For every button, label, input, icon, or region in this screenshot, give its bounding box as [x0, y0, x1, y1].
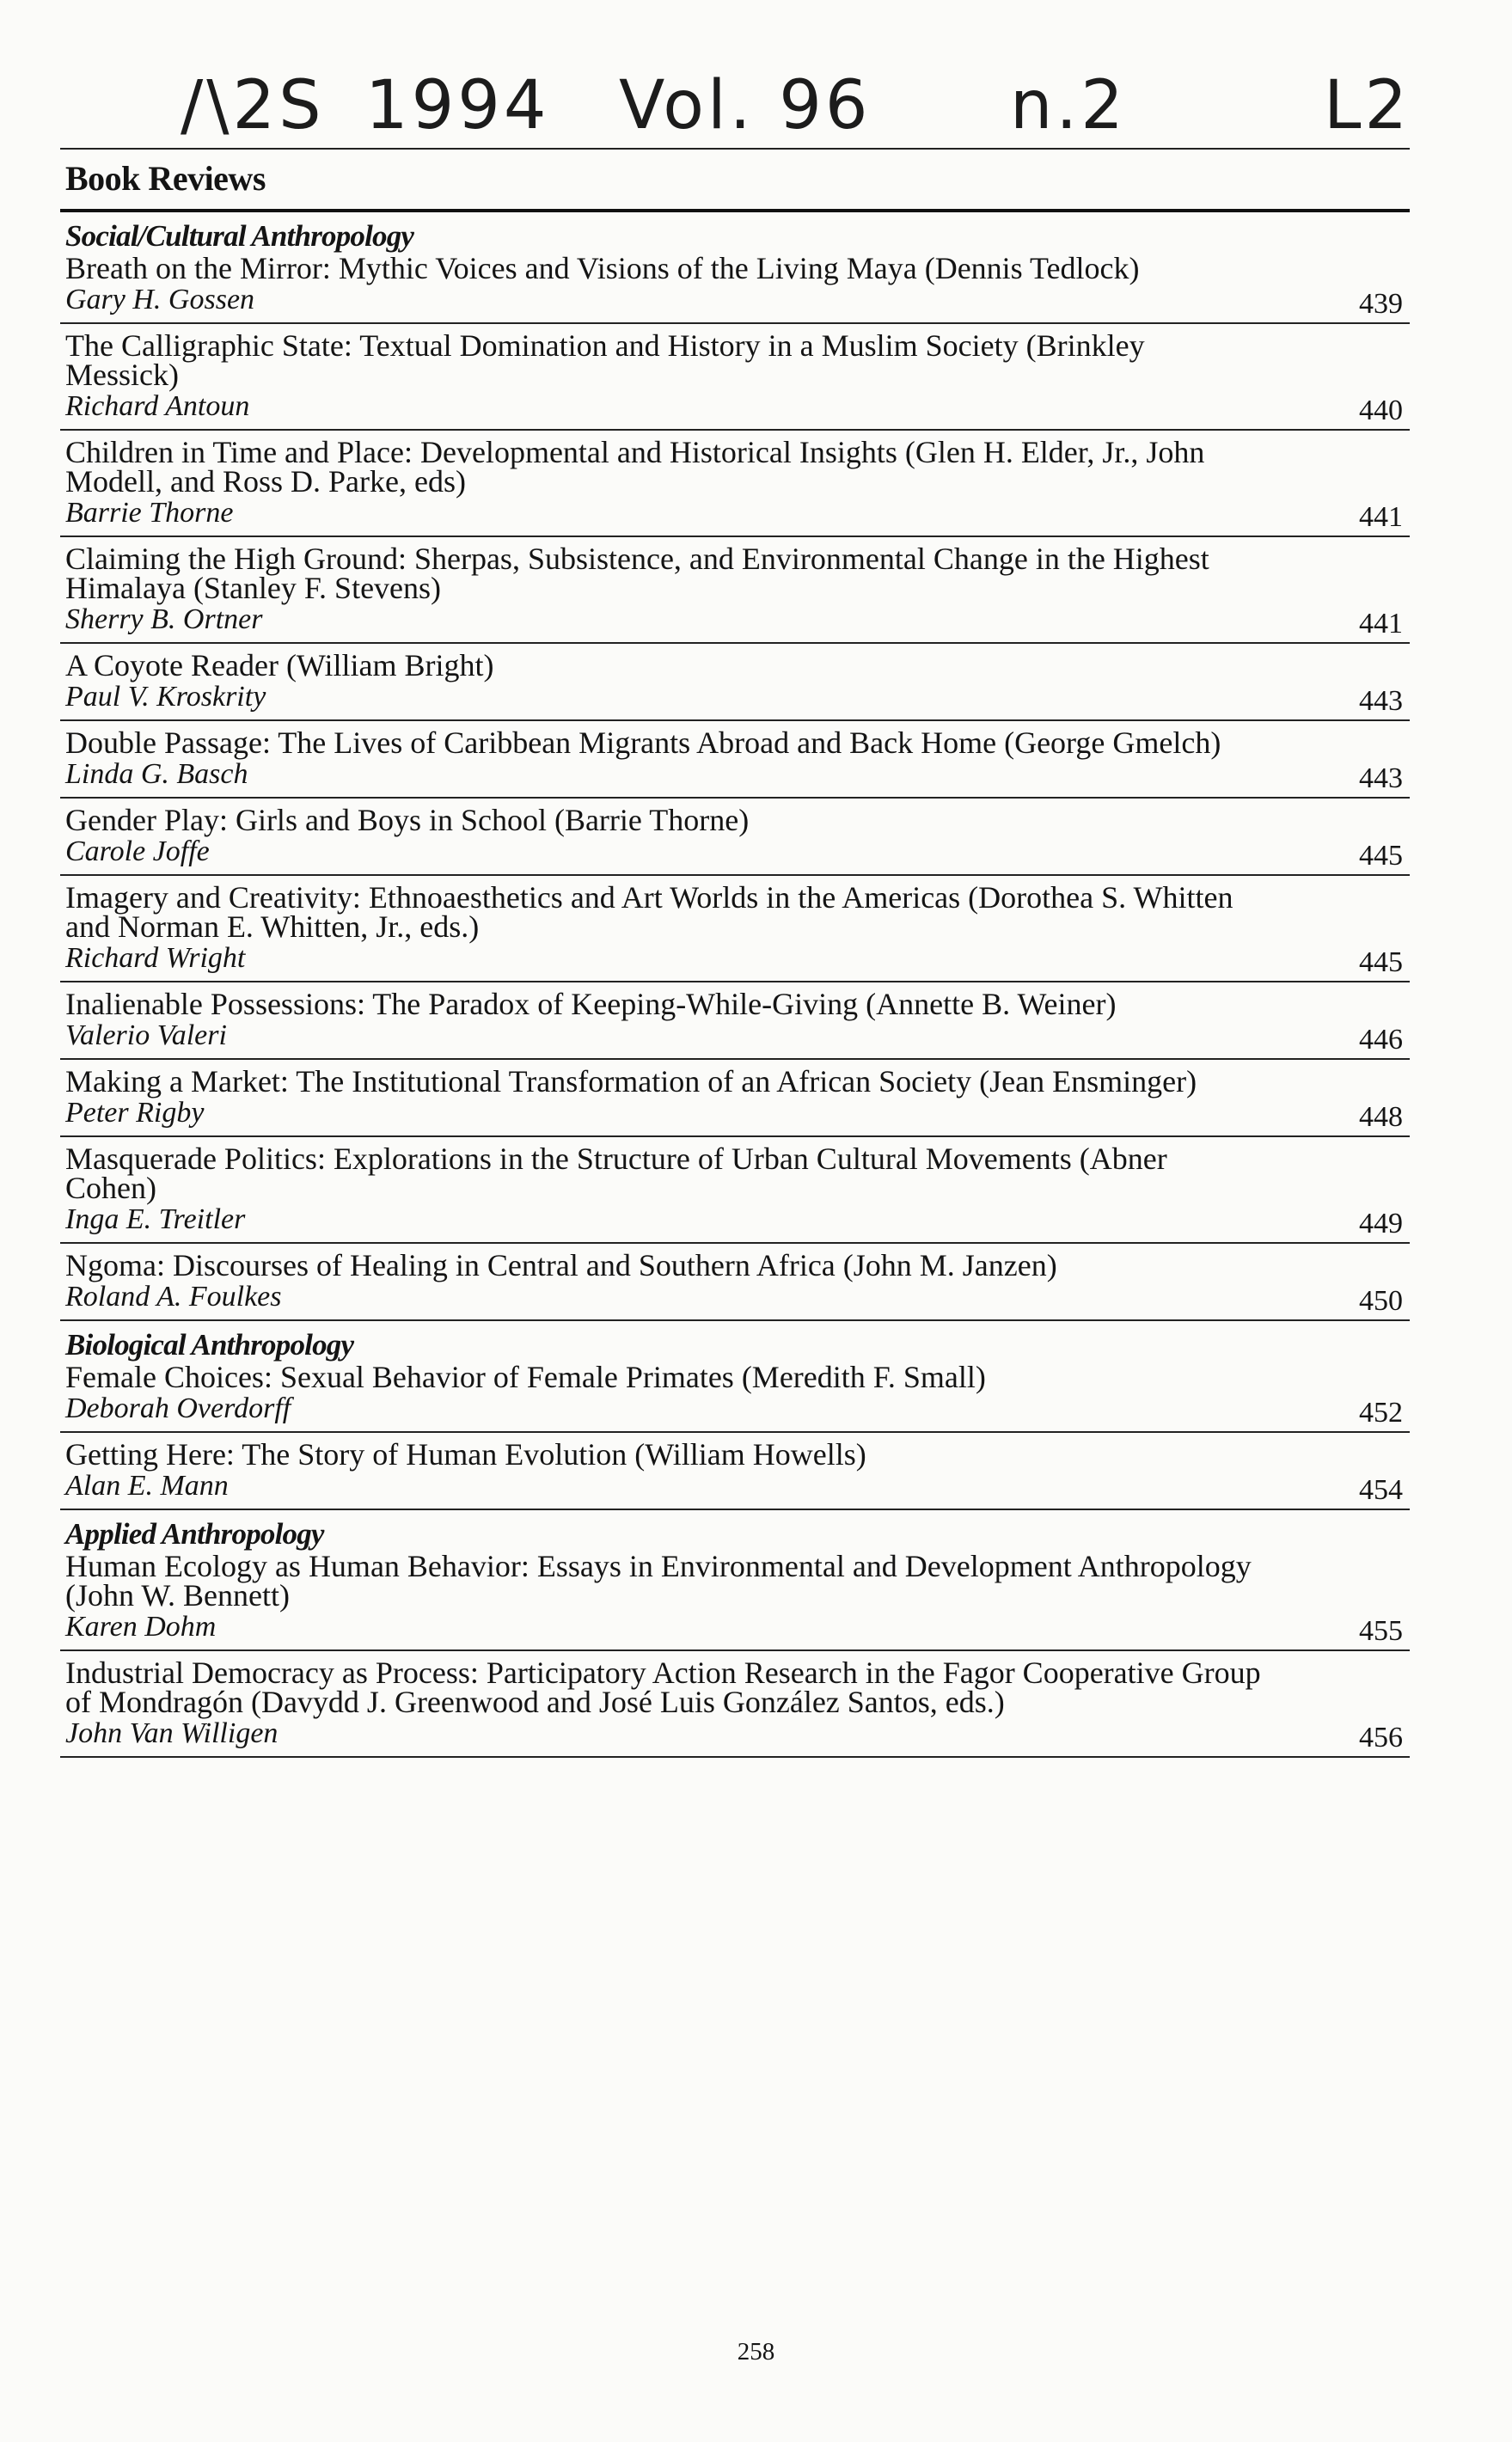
review-entry [60, 1510, 1410, 1651]
reviewer-name: Inga E. Treitler [65, 1203, 246, 1235]
book-title: Human Ecology as Human Behavior: Essays in Environmental and Development Anthropology (John W. Bennett) [65, 1549, 1252, 1613]
review-entry [60, 431, 1410, 537]
handwritten-mark: L2 [1324, 67, 1411, 144]
reviewer-name: Carole Joffe [65, 835, 210, 867]
review-list [60, 212, 1410, 1758]
table-of-contents [60, 148, 1410, 1758]
book-title: Children in Time and Place: Developmental and Historical Insights (Glen H. Elder, Jr., John Modell, and Ross D. Parke, eds) [65, 435, 1205, 499]
book-title: Imagery and Creativity: Ethnoaesthetics and Art Worlds in the Americas (Dorothea S. Whitten and Norman E. Whitten, Jr., eds.) [65, 880, 1233, 944]
handwritten-year: 1994 [365, 67, 550, 144]
book-title: The Calligraphic State: Textual Domination and History in a Muslim Society (Brinkley Messick) [65, 328, 1145, 392]
review-entry [60, 212, 1410, 324]
review-entry [60, 644, 1410, 721]
reviewer-name: Valerio Valeri [65, 1019, 227, 1051]
entry-page-number: 445 [1359, 840, 1403, 872]
entry-page-number: 445 [1359, 946, 1403, 978]
review-entry [60, 324, 1410, 431]
reviewer-name: Paul V. Kroskrity [65, 681, 266, 713]
review-entry [60, 537, 1410, 644]
review-entry [60, 1321, 1410, 1433]
section-heading: Social/Cultural Anthropology [65, 219, 414, 253]
reviewer-name: John Van Willigen [65, 1717, 279, 1749]
review-entry [60, 721, 1410, 799]
entry-page-number: 452 [1359, 1397, 1403, 1429]
section-heading: Applied Anthropology [65, 1517, 324, 1551]
page-title: Book Reviews [65, 159, 266, 198]
entry-page-number: 443 [1359, 685, 1403, 717]
entry-page-number: 449 [1359, 1208, 1403, 1239]
reviewer-name: Deborah Overdorff [65, 1392, 291, 1424]
reviewer-name: Richard Wright [65, 942, 246, 974]
handwritten-volume: Vol. 96 [619, 67, 872, 144]
review-entry [60, 1433, 1410, 1510]
reviewer-name: Peter Rigby [65, 1097, 205, 1129]
book-title: Ngoma: Discourses of Healing in Central and Southern Africa (John M. Janzen) [65, 1248, 1057, 1282]
reviewer-name: Linda G. Basch [65, 758, 248, 790]
entry-page-number: 440 [1359, 395, 1403, 426]
review-entry [60, 1244, 1410, 1321]
review-entry [60, 1060, 1410, 1137]
book-title: Masquerade Politics: Explorations in the Structure of Urban Cultural Movements (Abner Cohen) [65, 1141, 1167, 1205]
reviewer-name: Alan E. Mann [65, 1470, 229, 1502]
page-number: 258 [737, 2338, 775, 2365]
book-title: Breath on the Mirror: Mythic Voices and Visions of the Living Maya (Dennis Tedlock) [65, 251, 1140, 285]
entry-page-number: 441 [1359, 608, 1403, 640]
entry-page-number: 456 [1359, 1722, 1403, 1753]
contents-header [60, 148, 1410, 212]
review-entry [60, 876, 1410, 982]
book-title: Inalienable Possessions: The Paradox of Keeping-While-Giving (Annette B. Weiner) [65, 987, 1117, 1021]
book-title: Getting Here: The Story of Human Evolution (William Howells) [65, 1437, 866, 1472]
book-title: Making a Market: The Institutional Transformation of an African Society (Jean Ensminger) [65, 1064, 1197, 1099]
book-title: Female Choices: Sexual Behavior of Female Primates (Meredith F. Small) [65, 1360, 986, 1394]
reviewer-name: Gary H. Gossen [65, 284, 255, 315]
review-entry [60, 799, 1410, 876]
reviewer-name: Sherry B. Ortner [65, 603, 263, 635]
review-entry [60, 1137, 1410, 1244]
handwritten-number: n.2 [1010, 67, 1127, 144]
entry-page-number: 448 [1359, 1101, 1403, 1133]
entry-page-number: 454 [1359, 1474, 1403, 1506]
reviewer-name: Roland A. Foulkes [65, 1281, 282, 1313]
reviewer-name: Richard Antoun [65, 390, 250, 422]
entry-page-number: 441 [1359, 501, 1403, 533]
book-title: Claiming the High Ground: Sherpas, Subsistence, and Environmental Change in the Highest Himalaya (Stanley F. Stevens) [65, 542, 1209, 605]
entry-page-number: 439 [1359, 288, 1403, 320]
review-entry [60, 982, 1410, 1060]
reviewer-name: Karen Dohm [65, 1611, 217, 1643]
entry-page-number: 446 [1359, 1024, 1403, 1056]
book-title: A Coyote Reader (William Bright) [65, 648, 494, 682]
section-heading: Biological Anthropology [65, 1328, 354, 1362]
entry-page-number: 443 [1359, 762, 1403, 794]
entry-page-number: 455 [1359, 1615, 1403, 1647]
book-title: Double Passage: The Lives of Caribbean Migrants Abroad and Back Home (George Gmelch) [65, 725, 1221, 760]
book-title: Gender Play: Girls and Boys in School (Barrie Thorne) [65, 803, 750, 837]
entry-page-number: 450 [1359, 1285, 1403, 1317]
reviewer-name: Barrie Thorne [65, 497, 234, 529]
handwritten-code: /\2S [181, 67, 325, 144]
book-title: Industrial Democracy as Process: Participatory Action Research in the Fagor Cooperative Group of Mondragón (Davydd J. Greenwood and José Luis González Santos, eds.) [65, 1656, 1261, 1719]
review-entry [60, 1651, 1410, 1758]
